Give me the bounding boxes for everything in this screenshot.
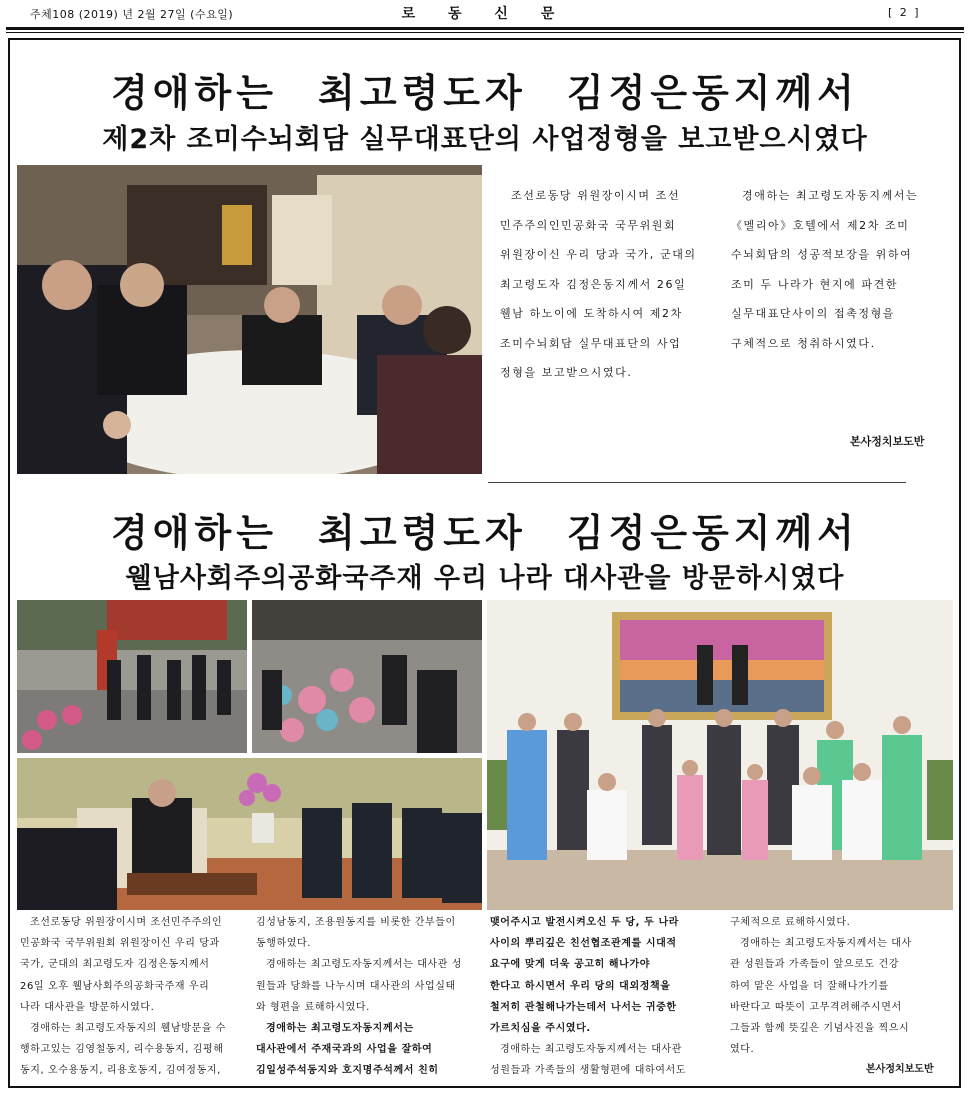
masthead-rule [6, 27, 964, 30]
text-line: 나라 대사관을 방문하시였다. [20, 1001, 155, 1013]
text-line bold: 맺어주시고 발전시켜오신 두 당, 두 나라 [490, 917, 679, 928]
text-line: 최고령도자 김정은동지께서 26일 [500, 277, 687, 291]
text-line: 행하고있는 김영철동지, 리수용동지, 김평해 [20, 1044, 224, 1056]
text-line: 바란다고 따뜻이 고무격려해주시면서 [730, 1001, 902, 1013]
text-line bold: 요구에 맞게 더욱 공고히 해나가야 [490, 959, 650, 971]
article1-headline: 경애하는 최고령도자 김정은동지께서 [111, 71, 859, 115]
article2-photo-group [487, 600, 953, 910]
paper-name: 로 동 신 문 [401, 6, 569, 22]
article1-credit: 본사정치보도반 [850, 435, 925, 448]
text-line bold: 한다고 하시면서 우리 당의 대외정책을 [490, 980, 671, 992]
article2-credit: 본사정치보도반 [866, 1064, 934, 1075]
text-line: 실무대표단사이의 접촉정형을 [731, 307, 896, 320]
issue-date: 주체108 (2019) 년 2월 27일 (수요일) [30, 8, 234, 21]
masthead-rule-thin [6, 32, 964, 33]
text-line bold: 철저히 관철해나가는데서 나서는 귀중한 [490, 1001, 677, 1013]
text-line: 구체적으로 료해하시였다. [730, 917, 851, 928]
text-line: 정형을 보고받으시였다. [500, 366, 633, 379]
article1-photo-meeting [17, 165, 482, 474]
text-line: 였다. [730, 1044, 755, 1056]
text-line: 조선로동당 위원장이시며 조선 [511, 189, 681, 202]
text-line: 민공화국 국무위원회 위원장이신 우리 당과 [20, 938, 220, 950]
text-line: 경애하는 최고령도자동지의 웰남방문을 수 [30, 1023, 227, 1035]
text-line: 김성남동지, 조용원동지를 비롯한 간부들이 [256, 917, 456, 928]
text-line bold: 사이의 뿌리깊은 친선협조관계를 시대적 [490, 938, 677, 950]
page-number: [ 2 ] [888, 6, 921, 19]
text-line: 위원장이신 우리 당과 국가, 군대의 [500, 248, 697, 261]
article2-subheadline: 웰남사회주의공화국주재 우리 나라 대사관을 방문하시였다 [125, 563, 845, 594]
section-divider [488, 482, 906, 483]
text-line: 성원들과 가족들의 생활형편에 대하여서도 [490, 1065, 687, 1077]
text-line: 하여 맡은 사업을 더 잘해나가기를 [730, 980, 889, 992]
text-line: 그들과 함께 뜻깊은 기념사진을 찍으시 [730, 1023, 910, 1035]
text-line: 원들과 당화를 나누시며 대사관의 사업실태 [256, 980, 456, 992]
text-line: 조미수뇌회담 실무대표단의 사업 [500, 336, 682, 350]
text-line: 조미 두 나라가 현지에 파견한 [731, 277, 899, 291]
article1-column-2 [731, 181, 918, 358]
article2-headline: 경애하는 최고령도자 김정은동지께서 [111, 511, 859, 555]
text-line: 경애하는 최고령도자동지께서는 대사관 [500, 1044, 682, 1056]
text-line: 와 형편을 료해하시였다. [256, 1001, 370, 1013]
article2-column-2 [256, 912, 462, 1082]
text-line: 경애하는 최고령도자동지께서는 대사 [740, 938, 912, 950]
text-line: 관 성원들과 가족들이 앞으로도 건강 [730, 959, 900, 971]
article1-column-1 [500, 181, 697, 388]
article2-column-1 [20, 912, 226, 1082]
article2-column-4 [730, 912, 912, 1060]
article2-photo-arrival [17, 600, 247, 753]
article2-column-3 [490, 912, 686, 1082]
article2-photo-talk [17, 758, 482, 910]
text-line: 구체적으로 청취하시였다. [731, 336, 876, 350]
text-line: 경애하는 최고령도자동지께서는 [742, 189, 919, 202]
text-line: 동지, 오수용동지, 리용호동지, 김여정동지, [20, 1065, 221, 1077]
text-line: 조선로동당 위원장이시며 조선민주주의인 [30, 917, 223, 928]
text-line bold: 김일성주석동지와 호지명주석께서 친히 [256, 1065, 439, 1077]
text-line bold: 대사관에서 주재국과의 사업을 잘하여 [256, 1044, 433, 1056]
text-line: 수뇌회담의 성공적보장을 위하여 [731, 248, 913, 261]
article2-photo-welcome [252, 600, 482, 753]
text-line: 경애하는 최고령도자동지께서는 대사관 성 [266, 959, 463, 971]
text-line: 《멜리아》호텔에서 제2차 조미 [731, 218, 910, 232]
text-line bold: 가르치심을 주시였다. [490, 1023, 591, 1035]
text-line: 26일 오후 웰남사회주의공화국주재 우리 [20, 980, 210, 992]
text-line bold: 경애하는 최고령도자동지께서는 [266, 1023, 414, 1035]
text-line: 동행하였다. [256, 938, 312, 950]
text-line: 웰남 하노이에 도착하시여 제2차 [500, 307, 683, 320]
text-line: 국가, 군대의 최고령도자 김정은동지께서 [20, 959, 210, 971]
article1-subheadline: 제2차 조미수뇌회담 실무대표단의 사업정형을 보고받으시였다 [102, 124, 868, 155]
text-line: 민주주의인민공화국 국무위원회 [500, 218, 677, 232]
